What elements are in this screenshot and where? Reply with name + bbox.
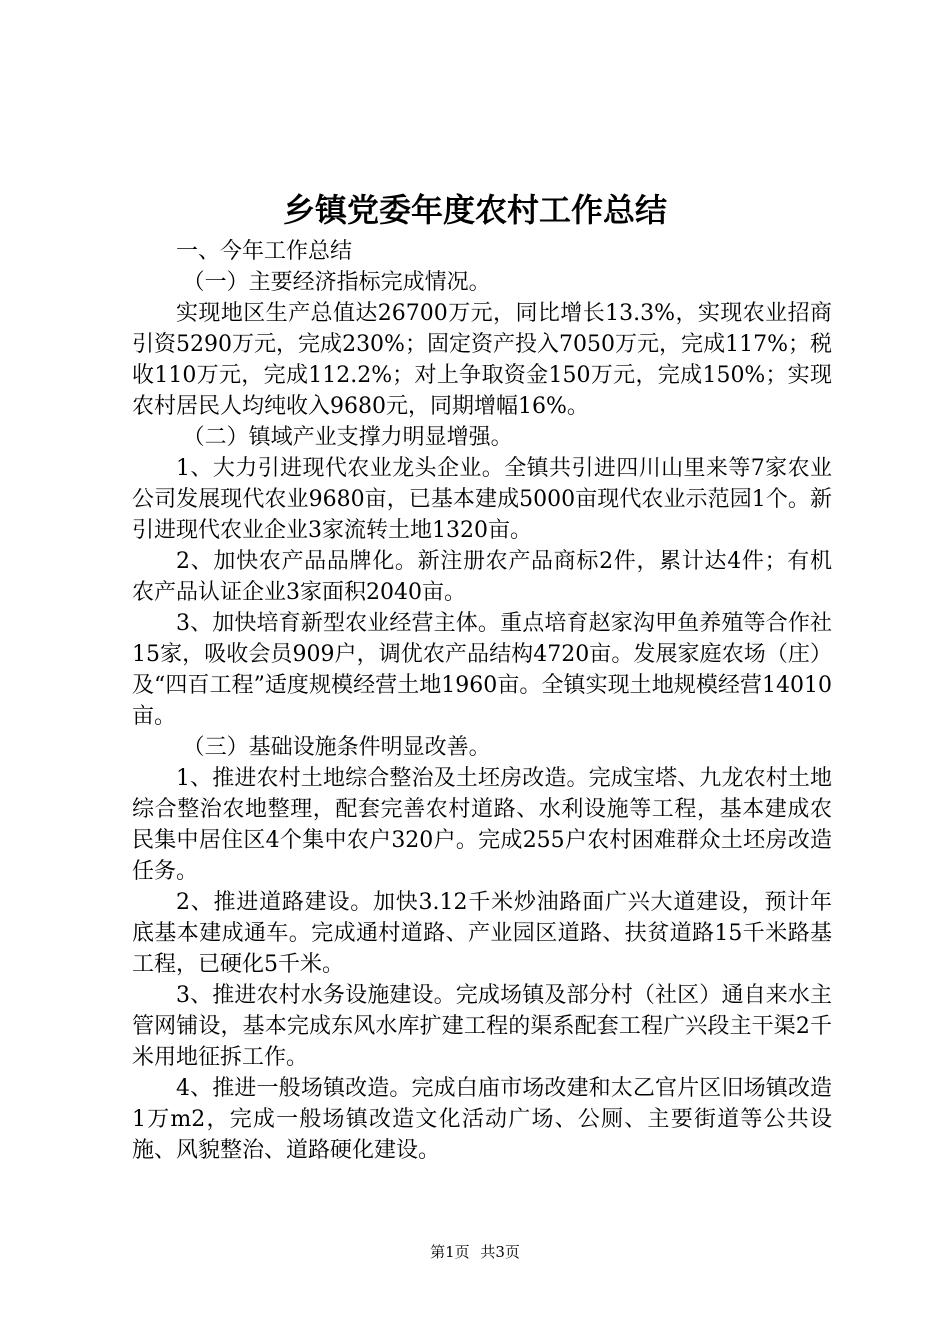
document-title: 乡镇党委年度农村工作总结: [282, 191, 667, 229]
paragraph: 1、推进农村土地综合整治及土坯房改造。完成宝塔、九龙农村土地综合整治农地整理，配套完善农村道路、水利设施等工程，基本建成农民集中居住区4个集中农户320户。完成255户农村困难群众土坯房改造任务。: [132, 766, 832, 884]
subsection-heading: （二）镇域产业支撑力明显增强。: [182, 425, 513, 450]
paragraph: 1、大力引进现代农业龙头企业。全镇共引进四川山里来等7家农业公司发展现代农业9680亩，已基本建成5000亩现代农业示范园1个。新引进现代农业企业3家流转土地1320亩。: [132, 456, 832, 543]
paragraph: 2、推进道路建设。加快3.12千米炒油路面广兴大道建设，预计年底基本建成通车。完成通村道路、产业园区道路、扶贫道路15千米路基工程，已硬化5千米。: [132, 890, 832, 977]
document-body: [132, 236, 832, 1166]
paragraph: 2、加快农产品品牌化。新注册农产品商标2件，累计达4件；有机农产品认证企业3家面积2040亩。: [132, 549, 832, 605]
subsection-heading: （三）基础设施条件明显改善。: [182, 735, 491, 760]
subsection-heading: （一）主要经济指标完成情况。: [182, 270, 491, 295]
paragraph: 4、推进一般场镇改造。完成白庙市场改建和太乙官片区旧场镇改造1万m2，完成一般场镇改造文化活动广场、公厕、主要街道等公共设施、风貌整治、道路硬化建设。: [132, 1076, 832, 1163]
page-total: 共3页: [480, 1243, 520, 1261]
paragraph: 3、加快培育新型农业经营主体。重点培育赵家沟甲鱼养殖等合作社15家，吸收会员909户，调优农产品结构4720亩。发展家庭农场（庄）及“四百工程”适度规模经营土地1960亩。全镇实现土地规模经营14010亩。: [132, 611, 832, 729]
page-footer: [0, 1242, 950, 1262]
page-number: 第1页: [430, 1243, 470, 1261]
paragraph: 3、推进农村水务设施建设。完成场镇及部分村（社区）通自来水主管网铺设，基本完成东风水库扩建工程的渠系配套工程广兴段主干渠2千米用地征拆工作。: [132, 983, 832, 1070]
paragraph: 实现地区生产总值达26700万元，同比增长13.3%，实现农业招商引资5290万元，完成230%；固定资产投入7050万元，完成117%；税收110万元，完成112.2%；对上争取资金150万元，完成150%；实现农村居民人均纯收入9680元，同期增幅16%。: [132, 301, 832, 419]
section-heading: 一、今年工作总结: [176, 239, 353, 264]
